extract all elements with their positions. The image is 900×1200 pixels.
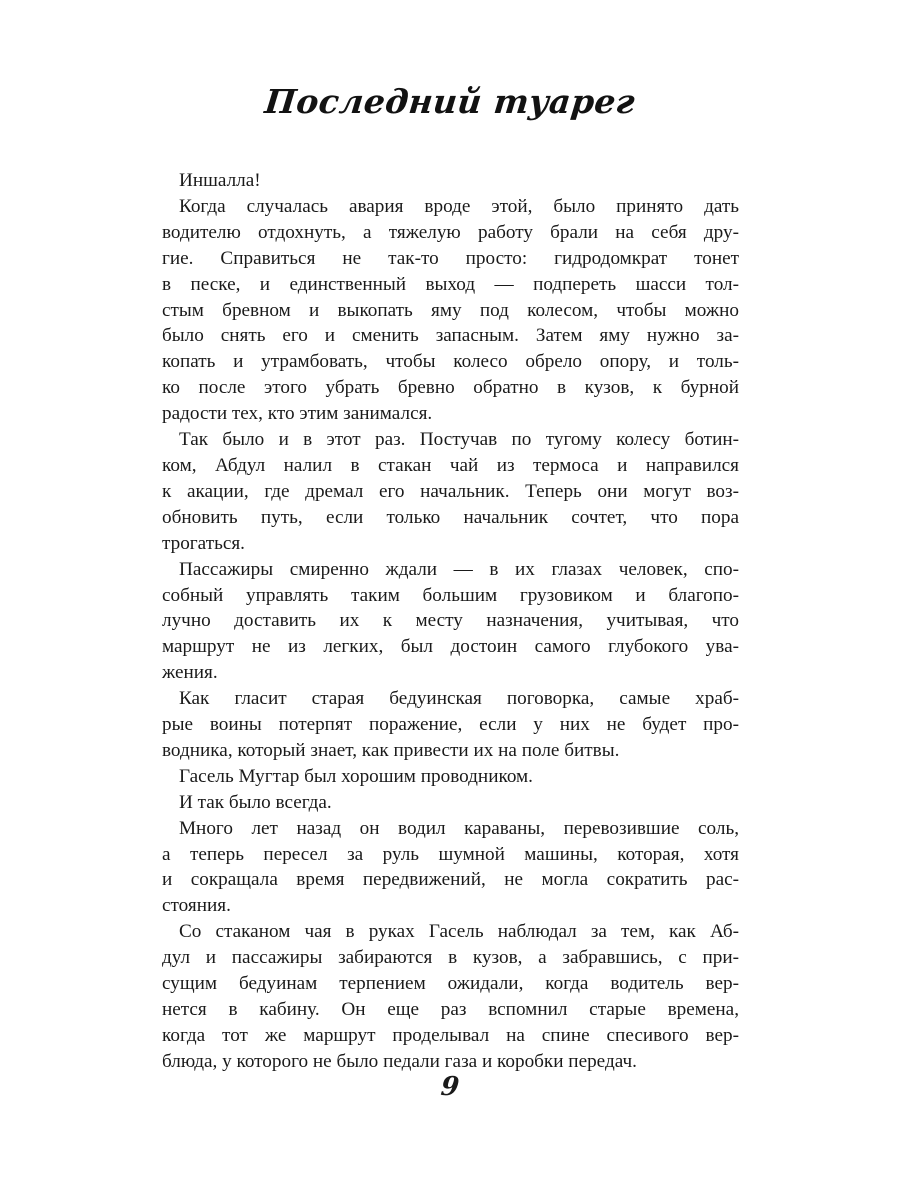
text-line: стояния. [162, 895, 231, 917]
text-line: когда тот же маршрут проделывал на спине спесивого вер- [162, 1024, 739, 1046]
text-line: ком, Абдул налил в стакан чай из термоса и направился [162, 454, 739, 476]
paragraph [162, 168, 739, 194]
text-line: а теперь пересел за руль шумной машины, которая, хотя [162, 843, 739, 865]
text-line: радости тех, кто этим занимался. [162, 403, 433, 425]
text-line: дул и пассажиры забираются в кузов, а забравшись, с при- [162, 947, 739, 969]
text-line: гие. Справиться не так-то просто: гидродомкрат тонет [162, 247, 739, 269]
text-line: Иншалла! [179, 170, 261, 191]
text-line: Со стаканом чая в руках Гасель наблюдал за тем, как Аб- [179, 921, 739, 943]
text-line: И так было всегда. [179, 791, 332, 813]
text-line: маршрут не из легких, был достоин самого глубокого ува- [162, 636, 739, 658]
text-line: рые воины потерпят поражение, если у них не будет про- [162, 714, 739, 736]
text-line: собный управлять таким большим грузовиком и благопо- [162, 584, 739, 606]
paragraph [162, 427, 739, 557]
page-number: 9 [439, 1072, 461, 1102]
paragraph [162, 790, 739, 816]
paragraph [162, 764, 739, 790]
text-line: Как гласит старая бедуинская поговорка, самые храб- [179, 688, 739, 710]
paragraph [162, 686, 739, 764]
text-line: водителю отдохнуть, а тяжелую работу брали на себя дру- [162, 221, 739, 243]
text-line: и сокращала время передвижений, не могла сократить рас- [162, 869, 739, 891]
text-line: водника, который знает, как привести их на поле битвы. [162, 739, 620, 761]
paragraph [162, 557, 739, 687]
text-line: жения. [162, 662, 218, 684]
text-line: было снять его и сменить запасным. Затем яму нужно за- [162, 325, 739, 347]
text-line: нется в кабину. Он еще раз вспомнил старые времена, [162, 999, 739, 1020]
text-line: обновить путь, если только начальник сочтет, что пора [162, 506, 739, 528]
paragraph [162, 816, 739, 920]
paragraph [162, 919, 739, 1074]
text-line: сущим бедуинам терпением ожидали, когда водитель вер- [162, 973, 739, 995]
text-line: к акации, где дремал его начальник. Теперь они могут воз- [162, 480, 739, 502]
text-line: лучно доставить их к месту назначения, учитывая, что [162, 610, 739, 632]
text-line: Пассажиры смиренно ждали — в их глазах человек, спо- [179, 558, 739, 580]
text-line: Когда случалась авария вроде этой, было принято дать [179, 195, 739, 217]
text-line: Много лет назад он водил караваны, перевозившие соль, [179, 817, 739, 839]
body-text-block [162, 168, 739, 1075]
text-line: блюда, у которого не было педали газа и коробки передач. [162, 1050, 637, 1072]
text-line: копать и утрамбовать, чтобы колесо обрело опору, и толь- [162, 351, 739, 373]
paragraph [162, 194, 739, 427]
text-line: ко после этого убрать бревно обратно в кузов, к бурной [162, 377, 739, 399]
text-line: Так было и в этот раз. Постучав по тугому колесу ботин- [179, 429, 739, 451]
text-line: Гасель Мугтар был хорошим проводником. [179, 765, 533, 787]
chapter-title: Последний туарег [262, 82, 638, 121]
text-line: в песке, и единственный выход — подпереть шасси тол- [162, 273, 739, 295]
text-line: стым бревном и выкопать яму под колесом, чтобы можно [162, 299, 739, 321]
text-line: трогаться. [162, 532, 245, 554]
